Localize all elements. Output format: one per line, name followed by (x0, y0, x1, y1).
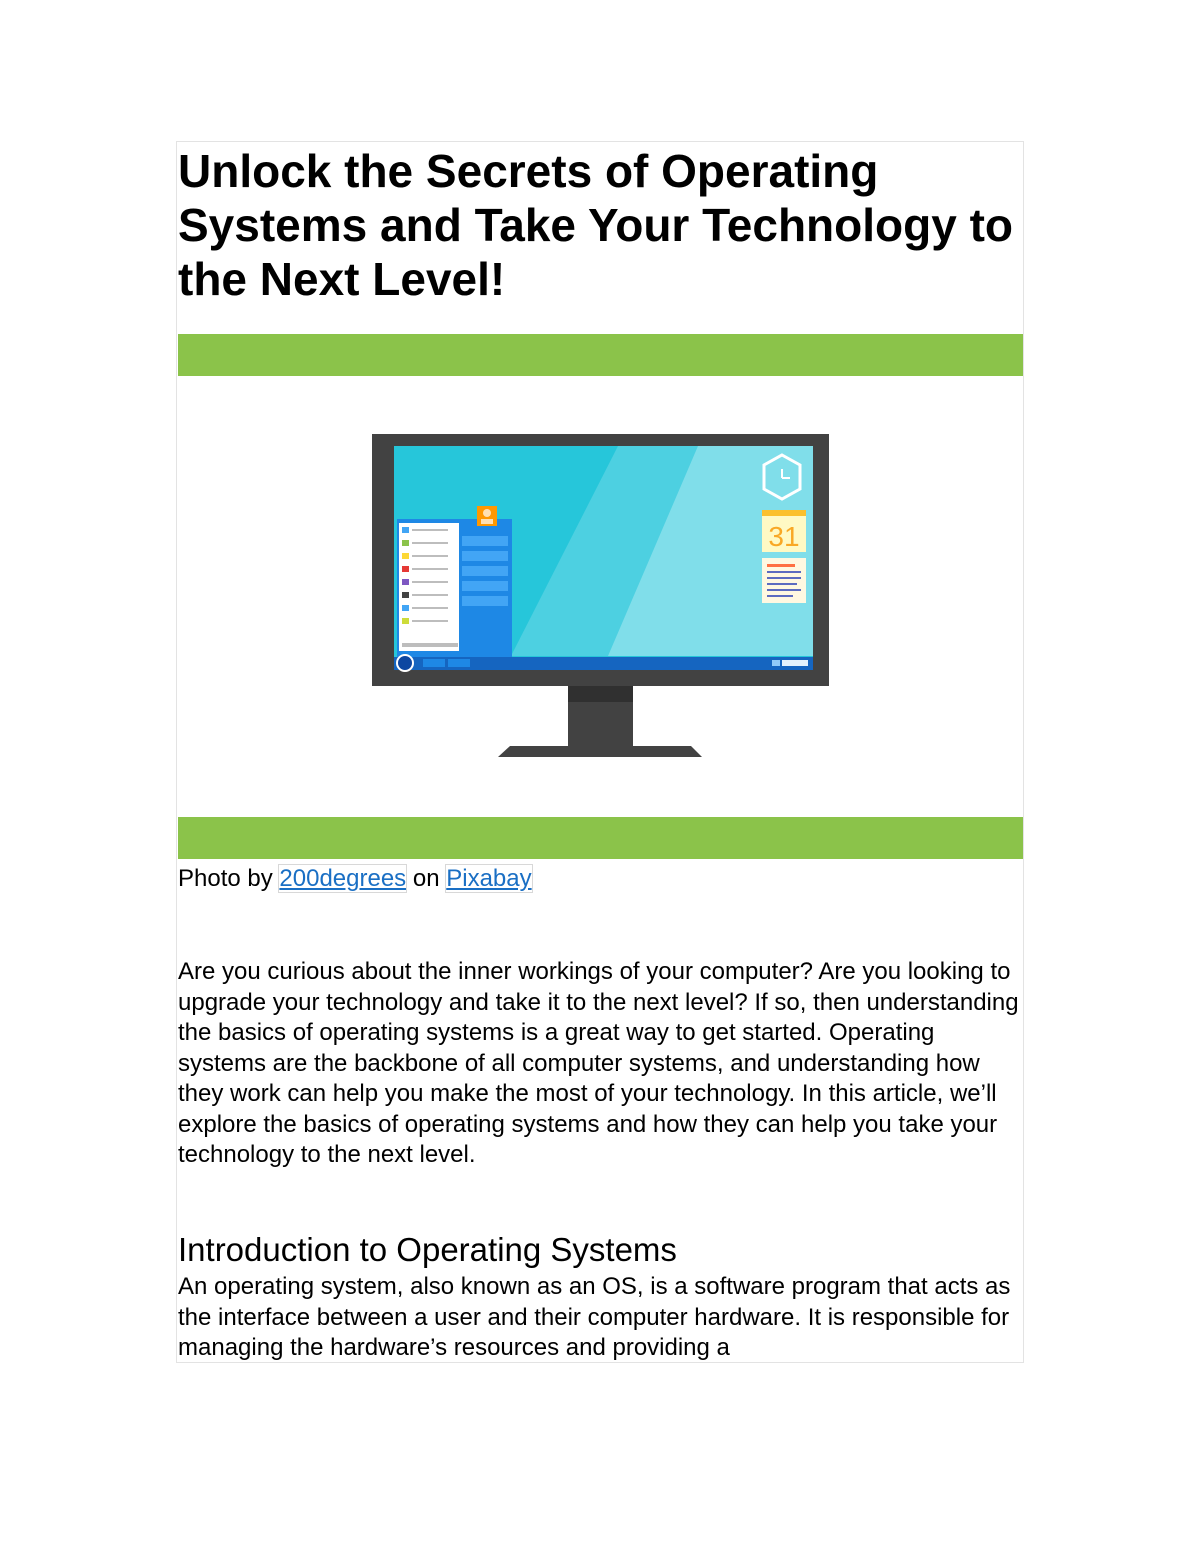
intro-paragraph: Are you curious about the inner workings of your computer? Are you looking to upgrade your technology and take it to the next level? If so, then understanding the basics of operating systems is a great way to get started. Operating systems are the backbone of all computer systems, and understanding how they work can help you make the most of your technology. In this article, we’ll explore the basics of operating systems and how they can help you take your technology to the next level. (178, 958, 1019, 1168)
article-frame (176, 141, 1024, 1363)
author-link[interactable]: 200degrees (279, 865, 407, 892)
credit-middle: on (412, 865, 440, 892)
monitor-illustration (178, 376, 1024, 817)
start-button-icon (397, 655, 413, 671)
source-link[interactable]: Pixabay (446, 865, 532, 892)
article-title: Unlock the Secrets of Operating Systems and Take Your Technology to the Next Level! (178, 145, 1014, 305)
monitor-base (498, 746, 702, 757)
green-band-bottom (178, 817, 1024, 859)
green-band-top (178, 334, 1024, 376)
article-image (178, 376, 1024, 817)
calendar-day: 31 (768, 521, 800, 552)
photo-credit (178, 864, 532, 894)
credit-prefix: Photo by (178, 865, 273, 892)
section-paragraph: An operating system, also known as an OS, is a software program that acts as the interface between a user and their computer hardware. It is responsible for managing the hardware’s resources and providing a (178, 1273, 1011, 1361)
section-heading: Introduction to Operating Systems (178, 1231, 677, 1268)
